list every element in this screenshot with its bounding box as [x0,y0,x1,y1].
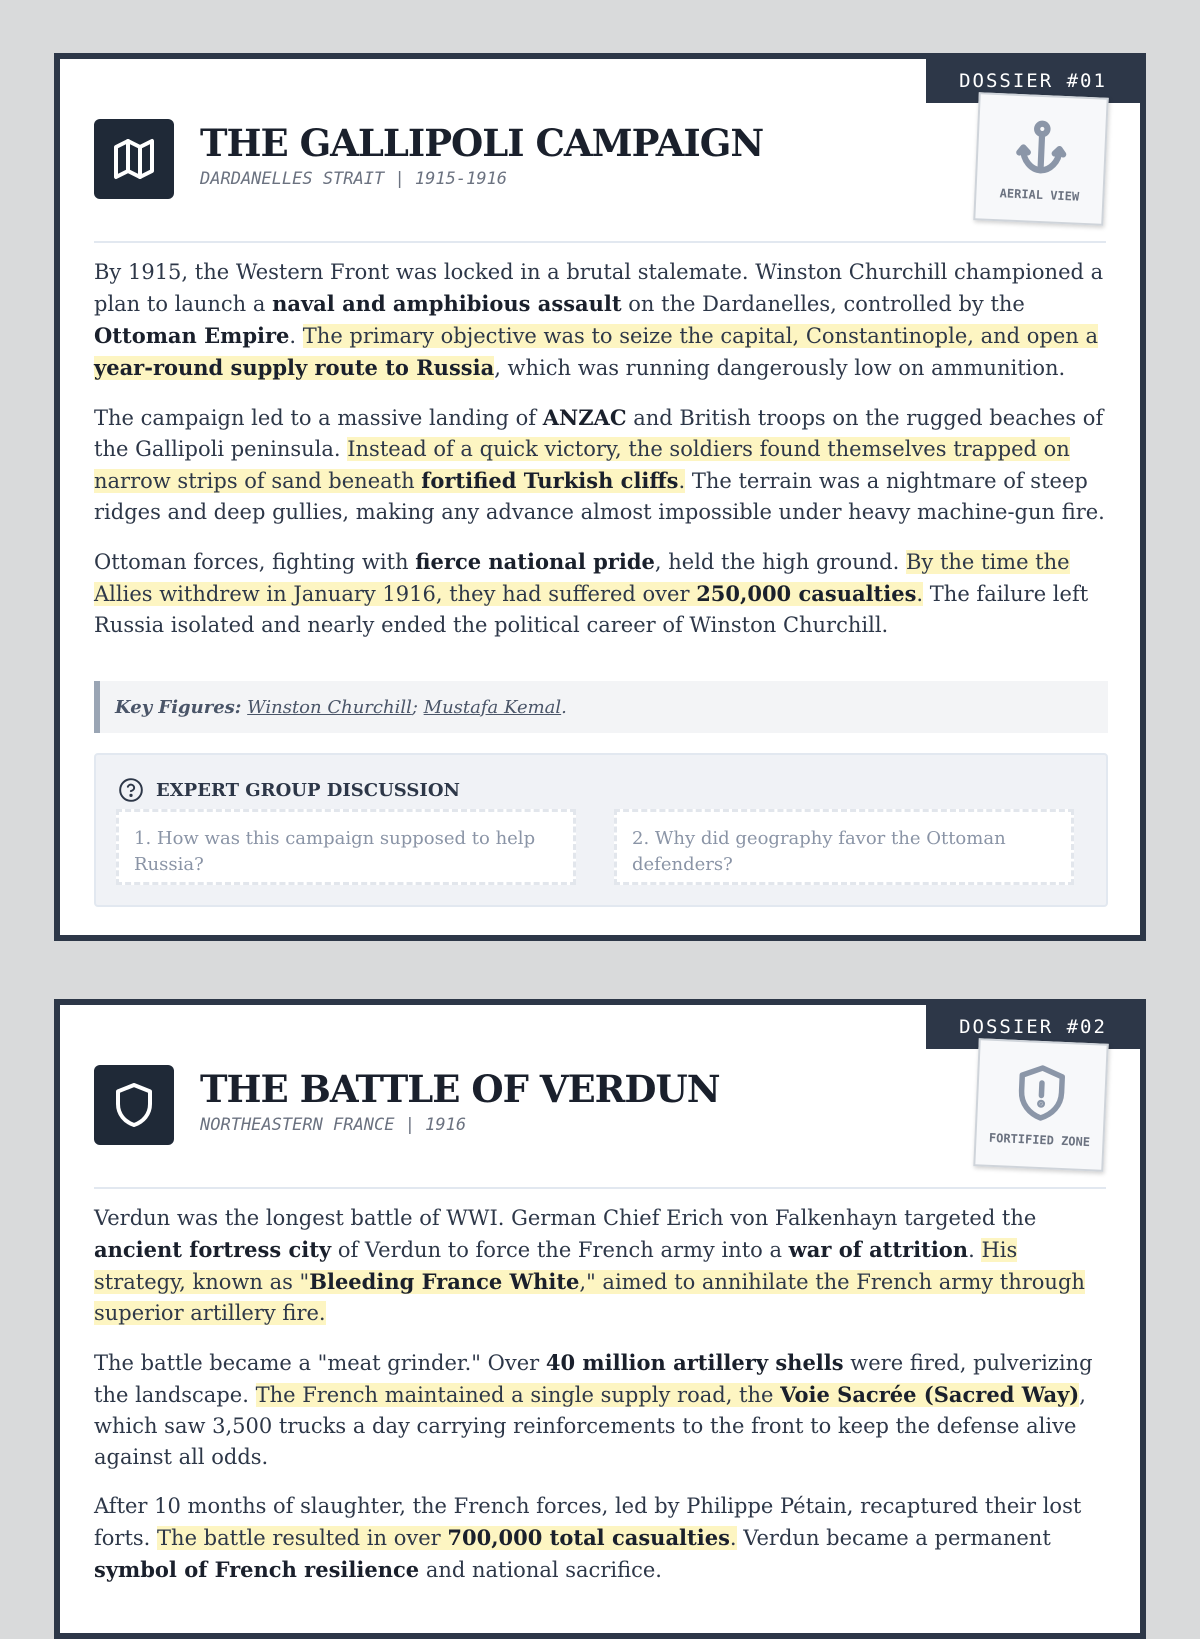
bold-text: 250,000 casualties [696,581,917,606]
dossier-body [94,1203,1108,1604]
discussion-question-1[interactable]: 1. How was this campaign supposed to help Russia? [116,809,576,885]
dossier-card-verdun [54,999,1146,1639]
text-run: After 10 months of slaughter, the French forces, led by Philippe Pétain, recaptured their lost forts. [94,1494,1082,1550]
text-run: , which was running dangerously low on ammunition. [494,356,1066,380]
stamp-label: FORTIFIED ZONE [988,1130,1091,1150]
body-paragraph [94,546,1108,641]
discussion-title: EXPERT GROUP DISCUSSION [156,779,460,801]
key-figures-label: Key Figures: [115,696,242,718]
bold-text: ANZAC [542,405,627,430]
map-icon [94,119,174,199]
body-paragraph [94,1347,1108,1473]
bold-text: Ottoman Empire [94,323,290,348]
text-run: , held the high ground. [654,550,906,574]
highlighted-bold-text [780,1383,1079,1407]
dossier-tag: DOSSIER #01 [926,59,1140,103]
highlighted-text: . [916,582,924,606]
key-figure-link[interactable]: Mustafa Kemal [423,696,562,718]
body-paragraph [94,1491,1108,1586]
fortified-zone-stamp [973,1038,1108,1172]
bold-text: symbol of French resilience [94,1557,420,1582]
text-run: The terrain was a nightmare of steep ridges and deep gullies, making any advance almost impossible under heavy machine-gun fire. [94,469,1105,524]
body-paragraph [94,402,1108,528]
highlighted-bold-text [696,582,916,606]
discussion-panel [94,753,1108,907]
dossier-header [94,119,1104,245]
text-run: The battle became a "meat grinder." Over [94,1351,546,1375]
text-run: Verdun became a permanent [736,1526,1051,1550]
bold-text: 40 million artillery shells [545,1350,844,1375]
dossier-header [94,1065,1104,1191]
dossier-subtitle: DARDANELLES STRAIT | 1915-1916 [200,169,508,189]
header-divider [94,1187,1106,1189]
highlighted-bold-text [94,356,494,380]
bold-text: ancient fortress city [94,1237,332,1262]
text-run: . [968,1238,982,1262]
dossier-tag: DOSSIER #02 [926,1005,1140,1049]
text-run: on the Dardanelles, controlled by the [621,292,1025,316]
highlighted-text: . [729,1526,737,1550]
dossier-subtitle: NORTHEASTERN FRANCE | 1916 [200,1115,467,1135]
page-title: THE BATTLE OF VERDUN [200,1067,720,1111]
text-run: and British troops on the rugged beaches of the Gallipoli peninsula. [94,406,1104,461]
highlighted-bold-text [309,1270,579,1294]
highlighted-text: His strategy, known as " [94,1238,1018,1294]
text-run: Verdun was the longest battle of WWI. German Chief Erich von Falkenhayn targeted the [94,1206,1037,1230]
body-paragraph [94,1203,1108,1329]
dossier-body [94,257,1108,659]
bold-text: fortified Turkish cliffs [421,468,679,493]
aerial-view-stamp [973,92,1108,226]
text-run: , which saw 3,500 trucks a day carrying reinforcements to the front to keep the defense alive against all odds. [94,1383,1086,1469]
dossier-card-gallipoli [54,53,1146,941]
body-paragraph [94,257,1108,384]
bold-text: fierce national pride [415,549,655,574]
highlighted-bold-text [421,469,678,493]
bold-text: 700,000 total casualties [447,1525,730,1550]
page-title: THE GALLIPOLI CAMPAIGN [200,121,764,165]
text-run: The failure left Russia isolated and nearly ended the political career of Winston Churchill. [94,582,1089,637]
text-run: and national sacrifice. [419,1558,662,1582]
highlighted-bold-text [447,1526,730,1550]
highlighted-text: ," aimed to annihilate the French army through superior artillery fire. [94,1270,1085,1325]
bold-text: war of attrition [788,1237,969,1262]
text-run: of Verdun to force the French army into a [331,1238,789,1262]
text-run: were fired, pulverizing the landscape. [94,1351,1093,1407]
discussion-question-2[interactable]: 2. Why did geography favor the Ottoman defenders? [614,809,1074,885]
bold-text: naval and amphibious assault [272,291,622,316]
highlighted-text: . [678,469,686,493]
discussion-header [118,777,460,803]
anchor-icon [1009,115,1074,180]
highlighted-text: By the time the Allies withdrew in January 1916, they had suffered over [94,550,1070,606]
highlighted-text: The primary objective was to seize the capital, Constantinople, and open a [302,324,1099,348]
bold-text: Bleeding France White [309,1269,580,1294]
text-run: The campaign led to a massive landing of [94,406,543,430]
header-divider [94,241,1106,243]
highlighted-text: Instead of a quick victory, the soldiers found themselves trapped on narrow strips of sand beneath [94,437,1070,493]
key-figure-link[interactable]: Winston Churchill [247,696,412,718]
highlighted-text: The French maintained a single supply road, the [255,1383,781,1407]
shield-alert-icon [1010,1062,1073,1125]
shield-icon [94,1065,174,1145]
stamp-label: AERIAL VIEW [999,186,1080,204]
text-run: . [289,324,303,348]
question-circle-icon [118,777,144,803]
key-figures: Key Figures: Winston Churchill ; Mustafa Kemal . [94,681,1108,733]
bold-text: Voie Sacrée (Sacred Way) [780,1382,1080,1407]
bold-text: year-round supply route to Russia [94,355,495,380]
highlighted-text: The battle resulted in over [157,1526,448,1550]
text-run: Ottoman forces, fighting with [94,550,416,574]
text-run: By 1915, the Western Front was locked in a brutal stalemate. Winston Churchill championed a plan to launch a [94,260,1104,316]
